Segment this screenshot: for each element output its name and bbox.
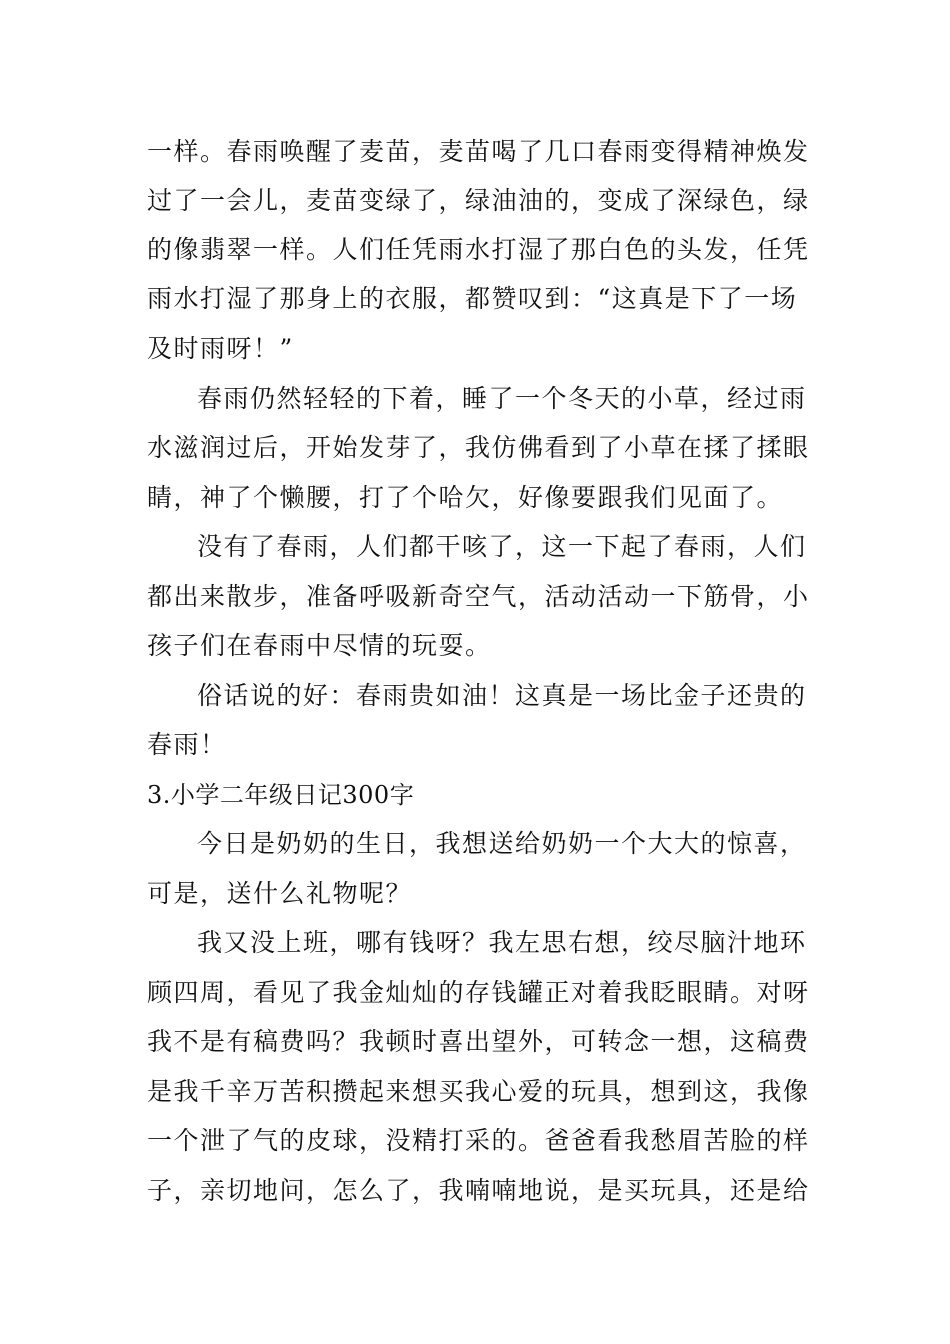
text-line: 孩子们在春雨中尽情的玩耍。 [147, 631, 492, 660]
text-line: 春雨！ [147, 730, 227, 759]
text-line: 及时雨呀！” [147, 334, 294, 363]
paragraph-first-line: 没有了春雨，人们都干咳了，这一下起了春雨，人们 [197, 532, 807, 561]
paragraph-first-line: 今日是奶奶的生日，我想送给奶奶一个大大的惊喜， [197, 829, 807, 858]
text-line: 雨水打湿了那身上的衣服，都赞叹到：“这真是下了一场 [147, 284, 798, 313]
text-line: 是我千辛万苦积攒起来想买我心爱的玩具，想到这，我像 [147, 1077, 810, 1106]
paragraph-first-line: 我又没上班，哪有钱呀？我左思右想，绞尽脑汁地环 [197, 928, 807, 957]
text-line: 一样。春雨唤醒了麦苗，麦苗喝了几口春雨变得精神焕发 [147, 137, 810, 166]
text-line: 子，亲切地问，怎么了，我喃喃地说，是买玩具，还是给 [147, 1176, 810, 1205]
text-line: 睛，神了个懒腰，打了个哈欠，好像要跟我们见面了。 [147, 483, 784, 512]
text-line: 水滋润过后，开始发芽了，我仿佛看到了小草在揉了揉眼 [147, 433, 810, 462]
text-line: 我不是有稿费吗？我顿时喜出望外，可转念一想，这稿费 [147, 1027, 810, 1056]
paragraph-first-line: 春雨仍然轻轻的下着，睡了一个冬天的小草，经过雨 [197, 384, 807, 413]
text-line: 过了一会儿，麦苗变绿了，绿油油的，变成了深绿色，绿 [147, 186, 810, 215]
text-line: 一个泄了气的皮球，没精打采的。爸爸看我愁眉苦脸的样 [147, 1126, 810, 1155]
text-line: 可是，送什么礼物呢？ [147, 879, 413, 908]
section-heading: 3.小学二年级日记300字 [147, 781, 415, 809]
text-line: 的像翡翠一样。人们任凭雨水打湿了那白色的头发，任凭 [147, 235, 810, 264]
text-line: 顾四周，看见了我金灿灿的存钱罐正对着我眨眼睛。对呀 [147, 978, 810, 1007]
paragraph-first-line: 俗话说的好：春雨贵如油！这真是一场比金子还贵的 [197, 681, 807, 710]
text-line: 都出来散步，准备呼吸新奇空气，活动活动一下筋骨，小 [147, 582, 810, 611]
